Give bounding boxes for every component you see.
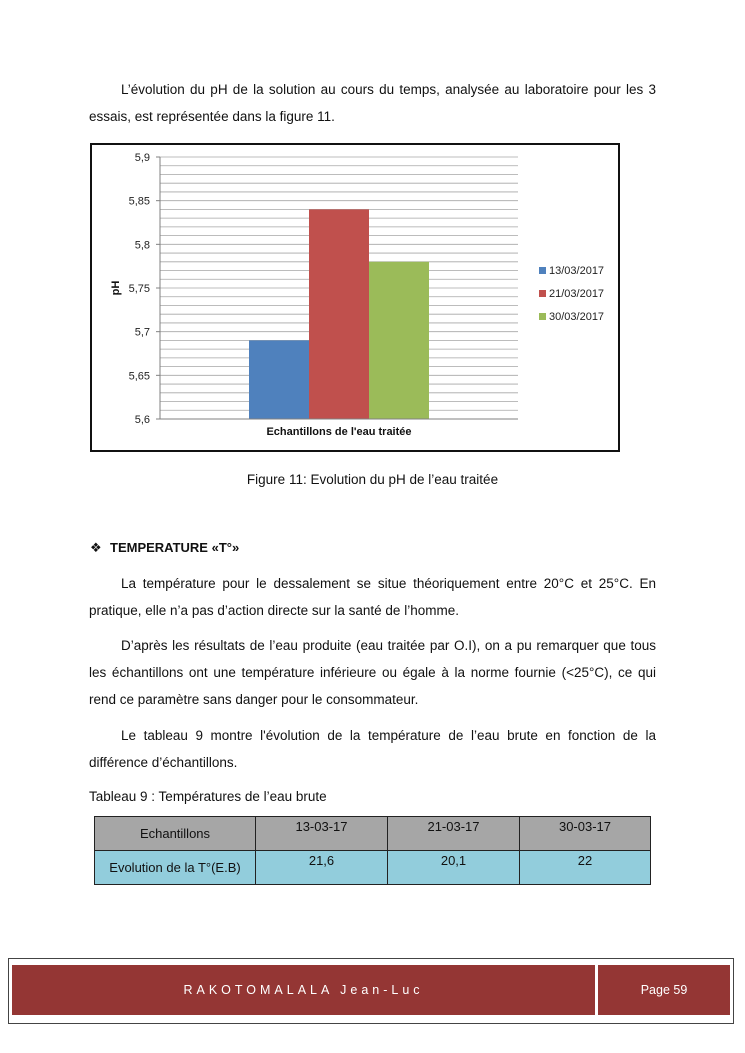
legend-label: 21/03/2017 bbox=[549, 288, 605, 300]
chart-canvas bbox=[92, 145, 618, 450]
table-header-cell: 21-03-17 bbox=[388, 817, 520, 851]
bar-13-03-2017 bbox=[249, 340, 309, 419]
x-axis-title: Echantillons de l'eau traitée bbox=[266, 426, 412, 438]
legend-swatch bbox=[539, 267, 546, 274]
legend-label: 13/03/2017 bbox=[549, 265, 605, 277]
table-cell: 20,1 bbox=[388, 851, 520, 885]
footer-page-number: Page 59 bbox=[598, 965, 730, 1015]
section-heading-text: TEMPERATURE «T°» bbox=[110, 540, 240, 555]
diamond-bullet-icon: ❖ bbox=[90, 540, 102, 555]
y-tick-label: 5,9 bbox=[134, 152, 150, 164]
legend-label: 30/03/2017 bbox=[549, 311, 605, 323]
legend-swatch bbox=[539, 290, 546, 297]
intro-paragraph: L’évolution du pH de la solution au cours du temps, analysée au laboratoire pour les 3 essais, est représentée dans la figure 11. bbox=[89, 82, 656, 124]
paragraph-temperature-range: La température pour le dessalement se situe théoriquement entre 20°C et 25°C. En pratique, elle n’a pas d’action directe sur la santé de l’homme. bbox=[89, 576, 656, 618]
table-cell: Evolution de la T°(E.B) bbox=[95, 851, 256, 885]
bar-30-03-2017 bbox=[369, 262, 429, 419]
table-header-cell: Echantillons bbox=[95, 817, 256, 851]
temperature-table bbox=[94, 816, 651, 885]
paragraph-results: D’après les résultats de l’eau produite (eau traitée par O.I), on a pu remarquer que tous les échantillons ont une température inférieure ou égale à la norme fournie (<25°C), ce qui rend ce paramètre sans danger pour le consommateur. bbox=[89, 638, 656, 707]
y-tick-label: 5,85 bbox=[128, 195, 150, 208]
y-tick-label: 5,7 bbox=[134, 326, 150, 339]
y-axis-title: pH bbox=[110, 280, 122, 296]
table-header-row bbox=[95, 817, 651, 851]
table-cell: 22 bbox=[520, 851, 651, 885]
table-header-cell: 13-03-17 bbox=[256, 817, 388, 851]
footer-author: RAKOTOMALALA Jean-Luc bbox=[12, 965, 595, 1015]
bar-21-03-2017 bbox=[309, 209, 369, 419]
ph-bar-chart bbox=[90, 143, 620, 452]
table-caption: Tableau 9 : Températures de l’eau brute bbox=[89, 789, 327, 804]
y-tick-label: 5,75 bbox=[128, 283, 150, 295]
y-tick-label: 5,65 bbox=[128, 370, 150, 383]
y-tick-label: 5,8 bbox=[134, 239, 150, 252]
figure-caption: Figure 11: Evolution du pH de l’eau traitée bbox=[246, 472, 499, 487]
section-heading bbox=[90, 540, 239, 556]
table-row bbox=[95, 851, 651, 885]
y-tick-label: 5,6 bbox=[134, 414, 150, 426]
table-cell: 21,6 bbox=[256, 851, 388, 885]
table-header-cell: 30-03-17 bbox=[520, 817, 651, 851]
paragraph-table-intro: Le tableau 9 montre l'évolution de la température de l’eau brute en fonction de la différence d’échantillons. bbox=[89, 728, 656, 770]
legend-swatch bbox=[539, 313, 546, 320]
